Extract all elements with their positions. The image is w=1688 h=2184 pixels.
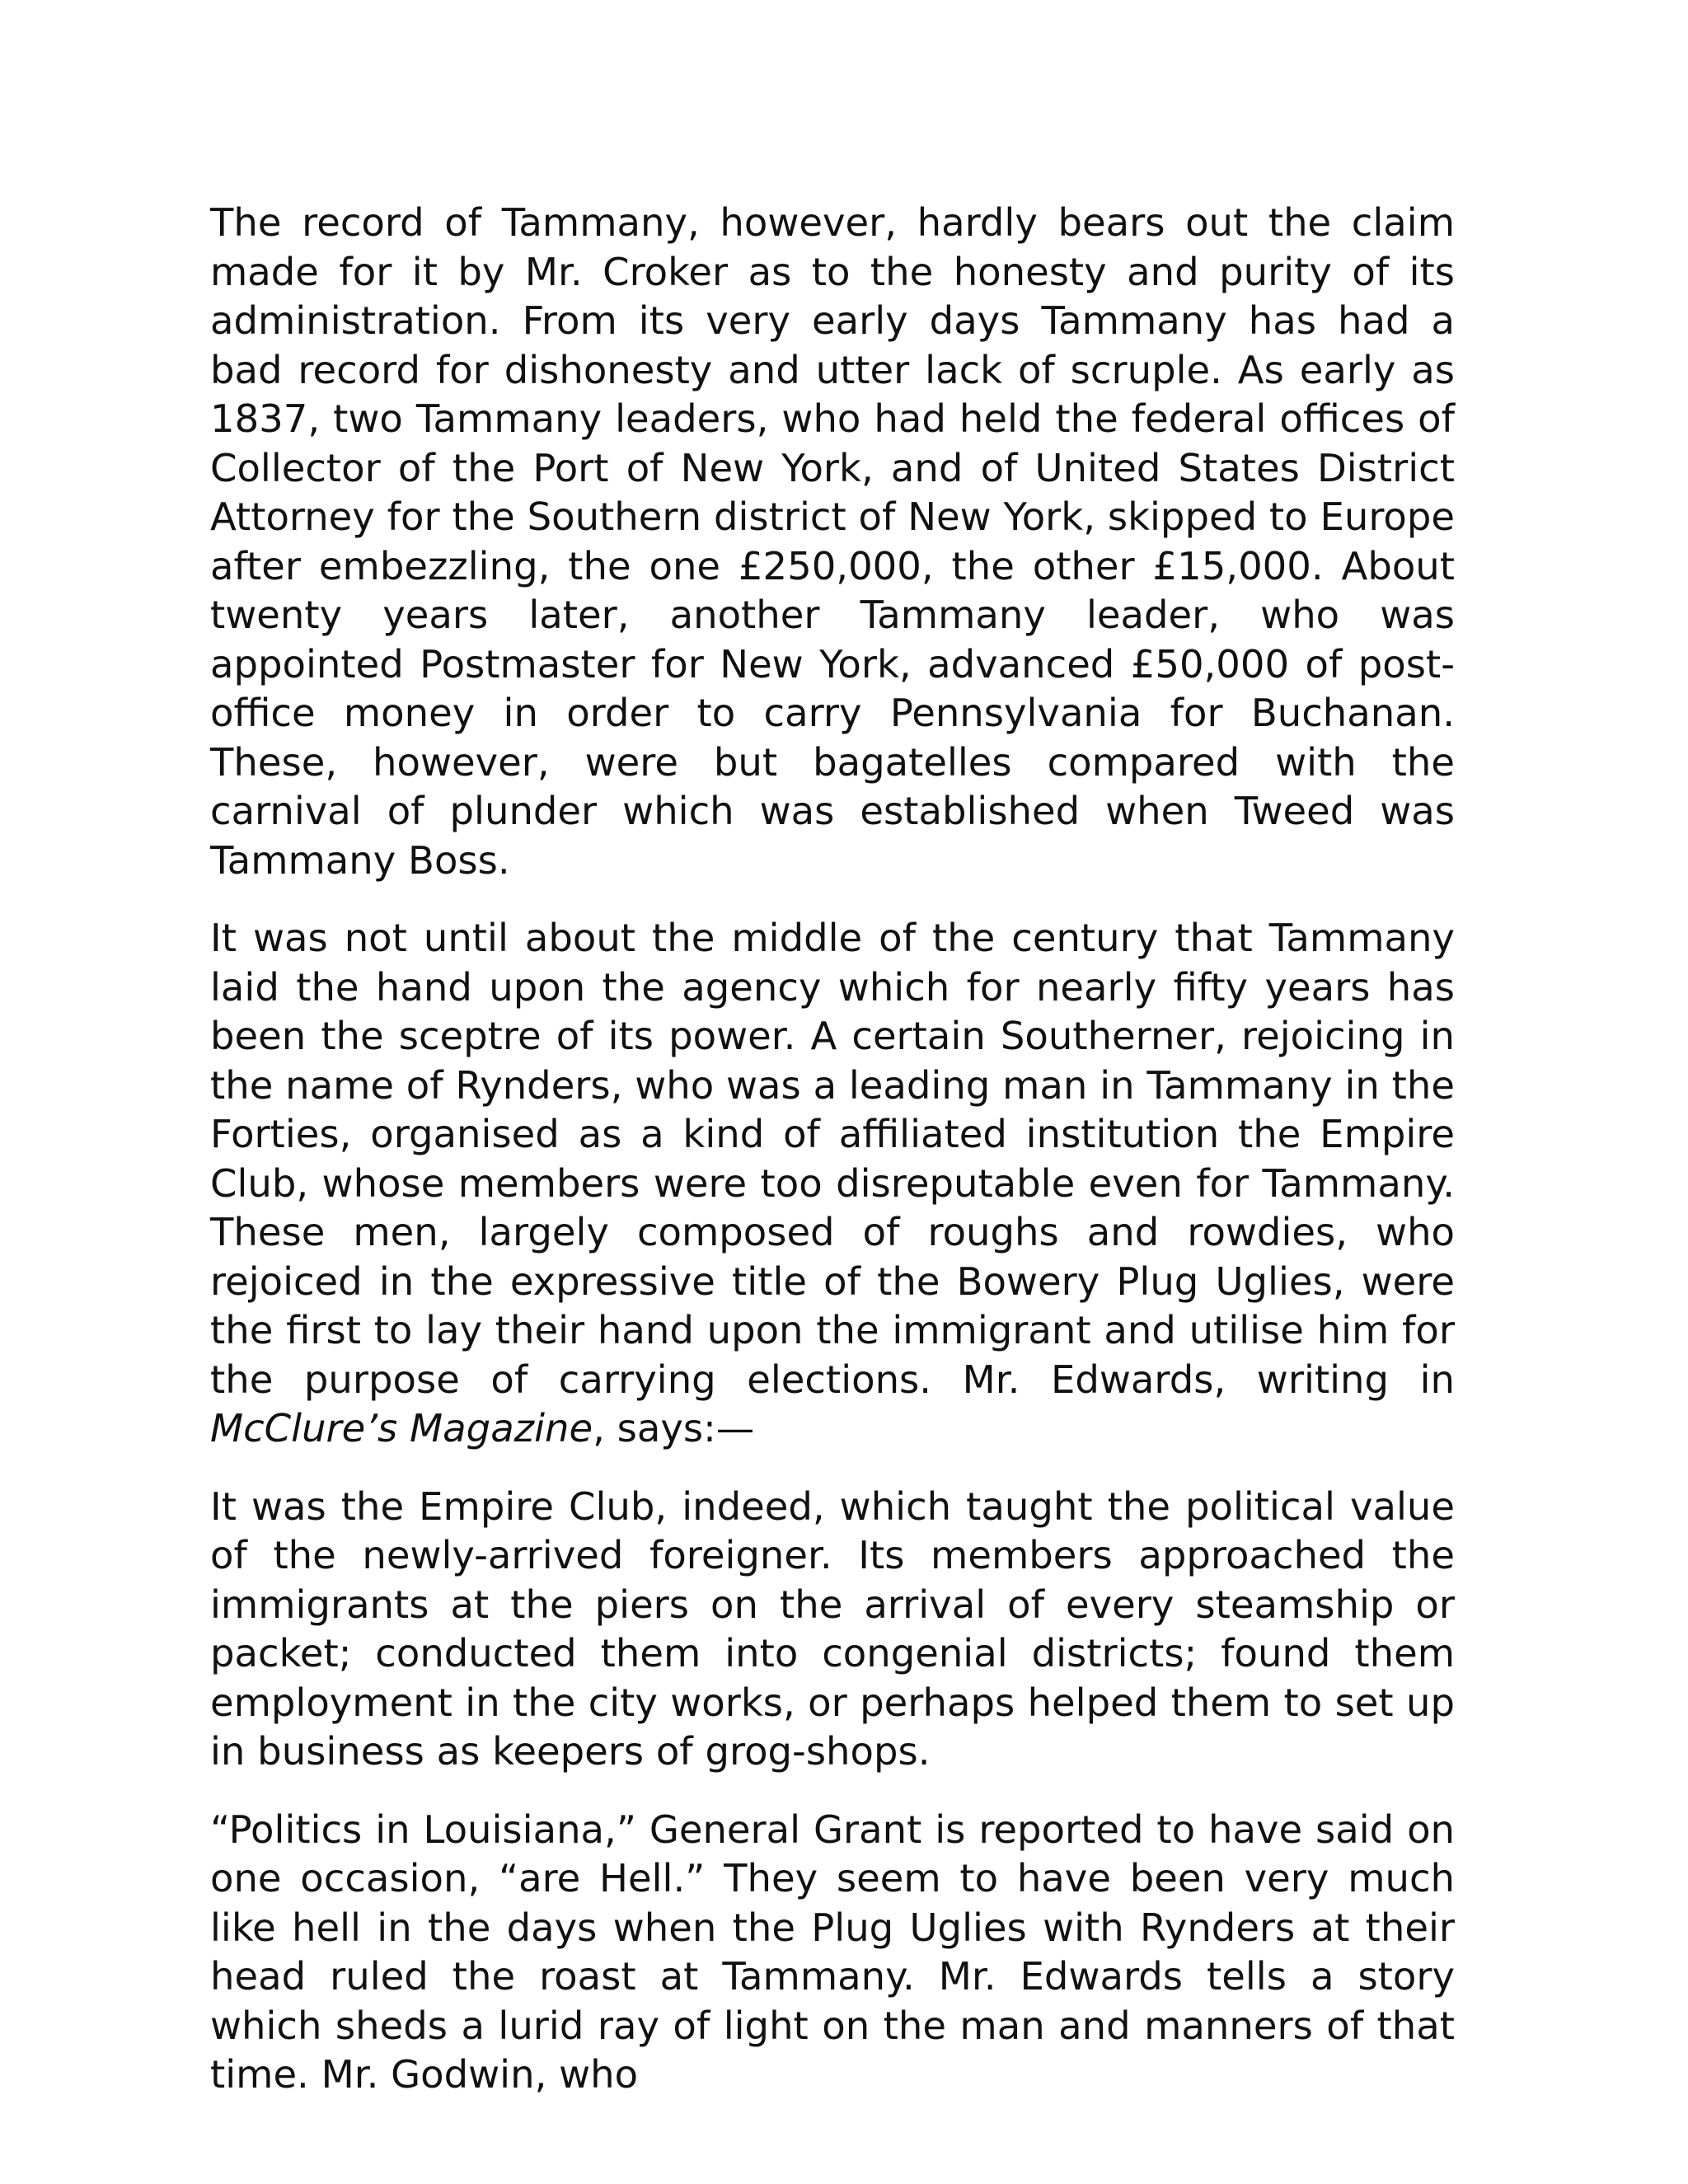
paragraph-3: It was the Empire Club, indeed, which taught the political value of the newly-arrived foreigner. Its members approached the immigrants at the piers on the arrival of every steamship or packet; conducted them into congenial districts; found them employment in the city works, or perhaps helped them to set up in business as keepers of grog-shops. [210, 1483, 1455, 1774]
paragraph-2 [210, 914, 1455, 1454]
paragraph-2-text: It was not until about the middle of the century that Tammany laid the hand upon the agency which for nearly fifty years has been the sceptre of its power. A certain Southerner, rejoicing in the name of Rynders, who was a leading man in Tammany in the Forties, organised as a kind of affiliated institution the Empire Club, whose members were too disreputable even for Tammany. These men, largely composed of roughs and rowdies, who rejoiced in the expressive title of the Bowery Plug Uglies, were the first to lay their hand upon the immigrant and utilise him for the purpose of carrying elections. Mr. Edwards, writing in [210, 916, 1455, 1402]
paragraph-4: “Politics in Louisiana,” General Grant is reported to have said on one occasion, “are Hell.” They seem to have been very much like hell in the days when the Plug Uglies with Rynders at their head ruled the roast at Tammany. Mr. Edwards tells a story which sheds a lurid ray of light on the man and manners of that time. Mr. Godwin, who [210, 1807, 1455, 2097]
paragraph-2-tail: , says:— [593, 1406, 755, 1451]
document-page [210, 199, 1455, 2100]
paragraph-1: The record of Tammany, however, hardly bears out the claim made for it by Mr. Croker as to the honesty and purity of its administration. From its very early days Tammany has had a bad record for dishonesty and utter lack of scruple. As early as 1837, two Tammany leaders, who had held the federal offices of Collector of the Port of New York, and of United States District Attorney for the Southern district of New York, skipped to Europe after embezzling, the one £250,000, the other £15,000. About twenty years later, another Tammany leader, who was appointed Postmaster for New York, advanced £50,000 of post-office money in order to carry Pennsylvania for Buchanan. These, however, were but bagatelles compared with the carnival of plunder which was established when Tweed was Tammany Boss. [210, 200, 1455, 883]
magazine-title: McClure’s Magazine [210, 1406, 593, 1451]
